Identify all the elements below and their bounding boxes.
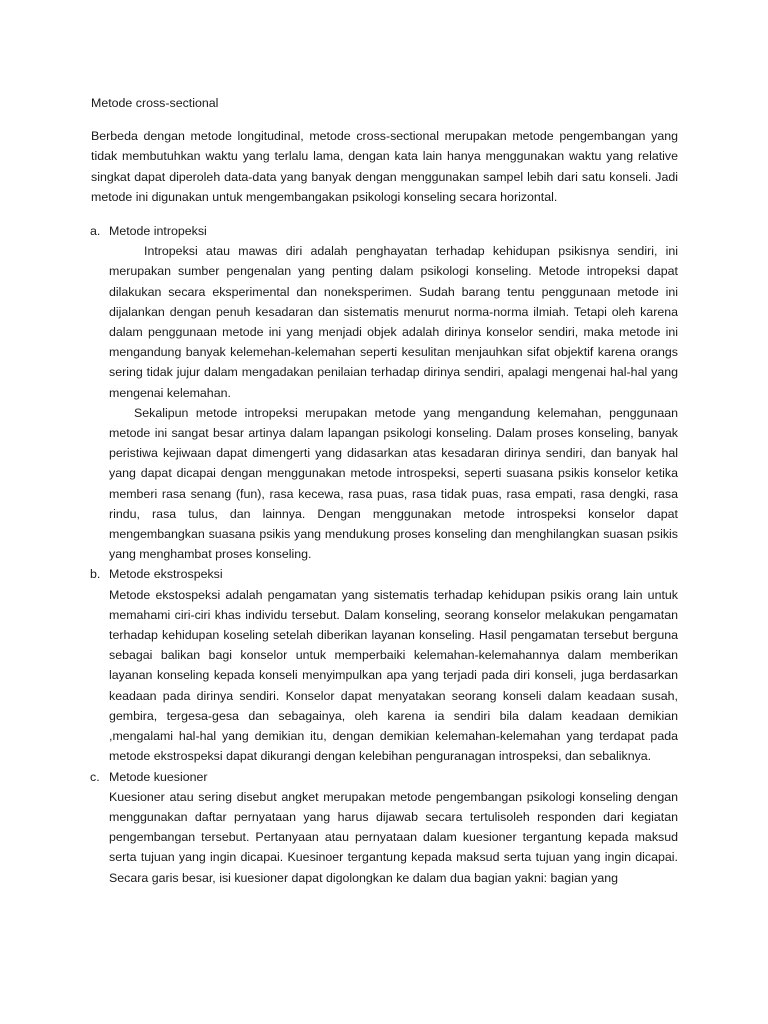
document-body — [91, 93, 678, 888]
body-paragraph: Sekalipun metode intropeksi merupakan metode yang mengandung kelemahan, penggunaan metode ini sangat besar artinya dalam lapangan psikologi konseling. Dalam proses konseling, banyak peristiwa kejiwaan dapat dimengerti yang didasarkan atas kesadaran dirinya sendiri, dan banyak hal yang dapat dicapai dengan menggunakan metode introspeksi, seperti suasana psikis konselor ketika memberi rasa senang (fun), rasa kecewa, rasa puas, rasa tidak puas, rasa empati, rasa dengki, rasa rindu, rasa tulus, dan lainnya. Dengan menggunakan metode introspeksi konselor dapat mengembangkan suasana psikis yang mendukung proses konseling dan menghilangkan suasan psikis yang menghambat proses konseling. — [109, 405, 678, 562]
list-marker: b. — [90, 567, 101, 582]
section-kuesioner — [91, 767, 678, 888]
section-ekstrospeksi — [91, 564, 678, 766]
section-title: Metode intropeksi — [109, 224, 207, 239]
body-paragraph: Metode ekstospeksi adalah pengamatan yang sistematis terhadap kehidupan psikis orang lain untuk memahami ciri-ciri khas individu tersebut. Dalam konseling, seorang konselor melakukan pengamatan terhadap kehidupan koseling setelah diberikan layanan konseling. Hasil pengamatan tersebut berguna sebagai balikan bagi konselor untuk memperbaiki kelemahan-kelemahannya dalam memberikan layanan konseling kepada konseli menyimpulkan apa yang terjadi pada diri konseli, juga berdasarkan keadaan pada dirinya sendiri. Konselor dapat menyatakan seorang konseli dalam keadaan susah, gembira, tergesa-gesa dan sebagainya, oleh karena ia sendiri bila dalam keadaan demikian ,mengalami hal-hal yang demikian itu, dengan demikian kelemahan-kelemahan yang terdapat pada metode ekstrospeksi dapat dikurangi dengan kelebihan penguranagan introspeksi, dan sebaliknya. — [109, 587, 678, 764]
section-heading: Metode cross-sectional — [91, 96, 219, 110]
body-paragraph: Kuesioner atau sering disebut angket merupakan metode pengembangan psikologi konseling dengan menggunakan daftar pernyataan yang harus dijawab secara tertulisoleh responden dari kegiatan pengembangan tersebut. Pertanyaan atau pernyataan dalam kuesioner tergantung kepada maksud serta tujuan yang ingin dicapai. Kuesinoer tergantung kepada maksud serta tujuan yang ingin dicapai. Secara garis besar, isi kuesioner dapat digolongkan ke dalam dua bagian yakni: bagian yang — [109, 789, 678, 885]
body-paragraph: Intropeksi atau mawas diri adalah penghayatan terhadap kehidupan psikisnya sendiri, ini merupakan sumber pengenalan yang penting dalam psikologi konseling. Metode intropeksi dapat dilakukan secara eksperimental dan noneksperimen. Sudah barang tentu penggunaan metode ini dijalankan dengan penuh kesadaran dan sistematis menurut norma-norma ilmiah. Tetapi oleh karena dalam penggunaan metode ini yang menjadi objek adalah dirinya konselor sendiri, maka metode ini mengandung banyak kelemehan-kelemahan seperti kesulitan menjauhkan sifat objektif karena orangs sering tidak jujur dalam mengadakan penilaian terhadap dirinya sendiri, apalagi mengenai hal-hal yang mengenai kelemahan. — [109, 244, 678, 400]
intro-paragraph: Berbeda dengan metode longitudinal, metode cross-sectional merupakan metode pengembangan yang tidak membutuhkan waktu yang terlalu lama, dengan kata lain hanya menggunakan waktu yang relative singkat dapat diperoleh data-data yang banyak dengan menggunakan sampel lebih dari satu konseli. Jadi metode ini digunakan untuk mengembangakan psikologi konseling secara horizontal. — [91, 129, 678, 204]
list-marker: a. — [90, 224, 101, 239]
section-title: Metode ekstrospeksi — [109, 567, 223, 582]
section-intropeksi — [91, 221, 678, 564]
section-title: Metode kuesioner — [109, 769, 208, 784]
list-marker: c. — [90, 769, 100, 784]
